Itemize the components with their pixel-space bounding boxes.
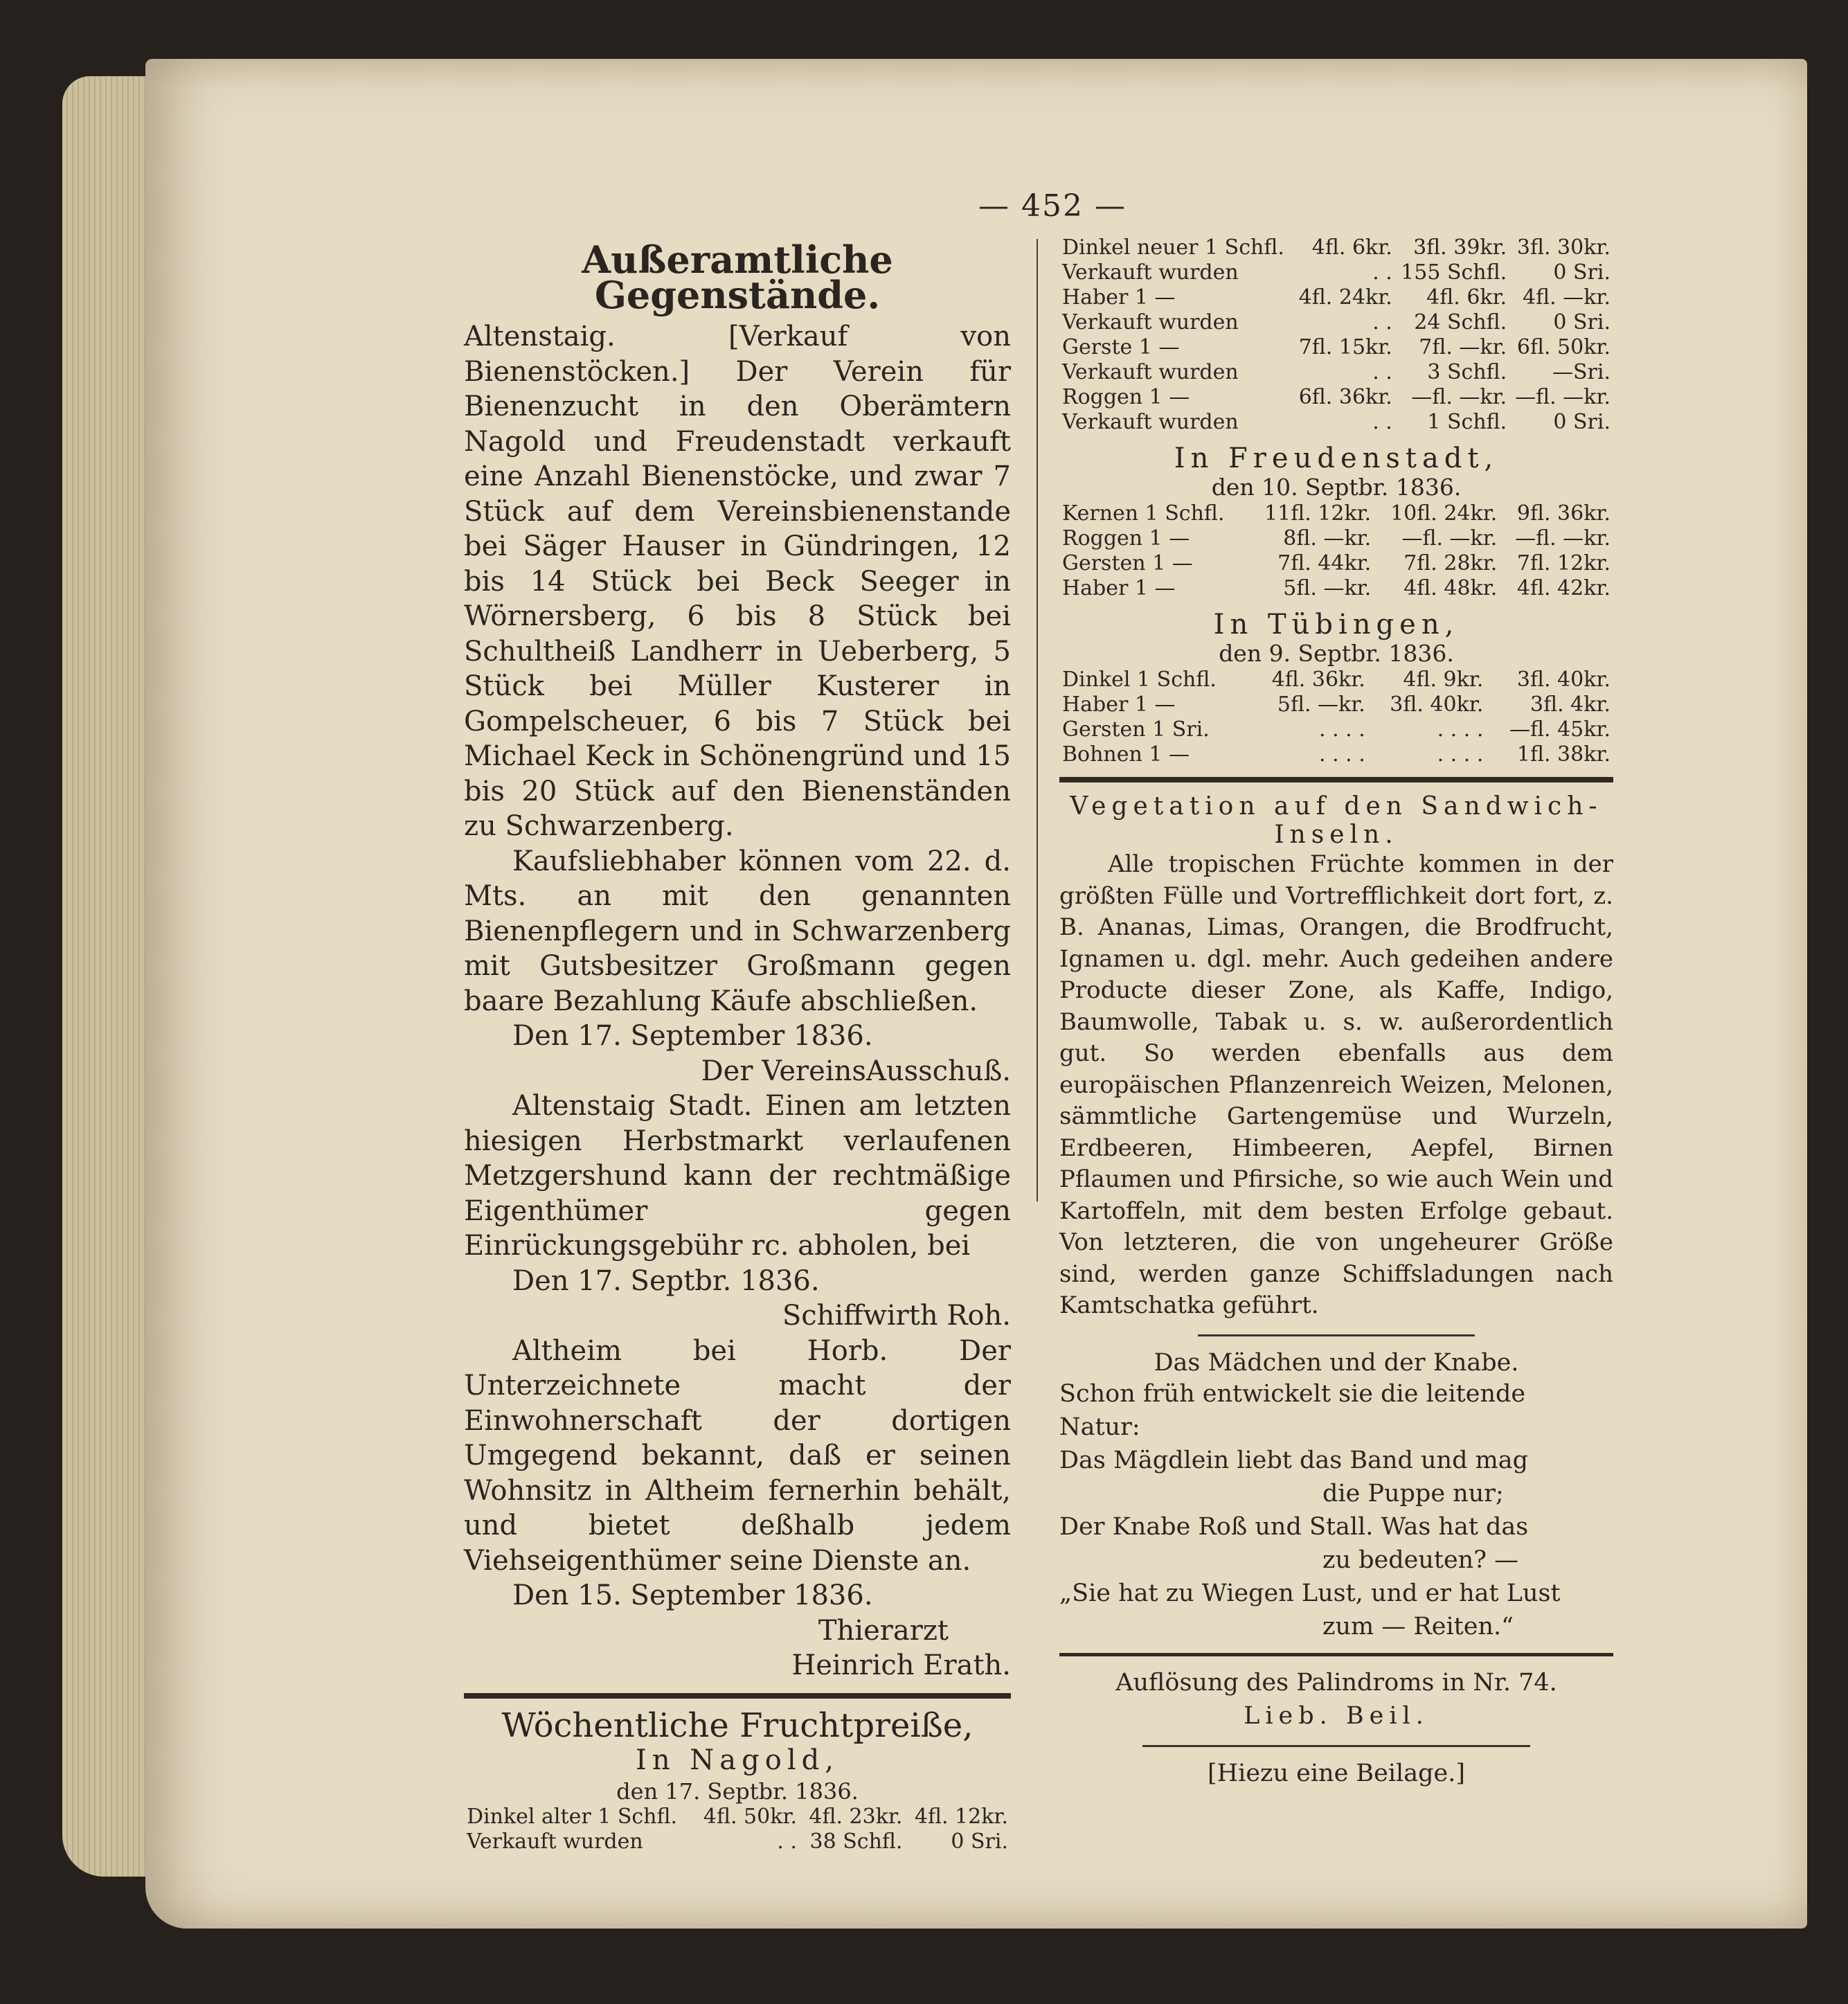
- table-cell: 3fl. 4kr.: [1529, 692, 1611, 717]
- freudenstadt-date: den 10. Septbr. 1836.: [1211, 474, 1462, 501]
- table-cell: Gersten 1 —: [1062, 551, 1193, 575]
- table-cell: 5fl. —kr.: [1283, 576, 1372, 600]
- poem-title: Das Mädchen und der Knabe.: [1154, 1348, 1519, 1377]
- table-cell: 4fl. 6kr.: [1311, 235, 1392, 260]
- table-row: [1059, 285, 1613, 310]
- left-column: [464, 235, 1011, 1854]
- table-cell: —Sri.: [1552, 360, 1611, 384]
- table-cell: 6fl. 50kr.: [1516, 335, 1611, 359]
- table-cell: 1 Schfl.: [1427, 410, 1507, 434]
- notice-beehives-buyers: Kaufsliebhaber können vom 22. d. Mts. an mit den genannten Bienenpflegern und in Schwarzenberg mit Gutsbesitzer Großmann gegen baare Bezahlung Käufe abschließen.: [464, 845, 1011, 1017]
- table-row: [1059, 385, 1613, 410]
- notice-signature-2: Schiffwirth Roh.: [782, 1300, 1011, 1332]
- tuebingen-title: In Tübingen,: [1213, 609, 1460, 641]
- notice-veterinarian: Altheim bei Horb. Der Unterzeichnete macht der Einwohnerschaft der dortigen Umgegend bekannt, daß er seinen Wohnsitz in Altheim fernerhin behält, und bietet deßhalb jedem Viehseigenthümer seine Dienste an.: [464, 1334, 1011, 1577]
- table-row: [1059, 360, 1613, 385]
- table-cell: . . . .: [1319, 742, 1365, 767]
- table-cell: . . . .: [1437, 717, 1484, 742]
- notice-date-1: Den 17. September 1836.: [512, 1020, 873, 1052]
- table-cell: 7fl. 15kr.: [1298, 335, 1392, 359]
- table-cell: Roggen 1 —: [1062, 526, 1190, 551]
- poem: [1059, 1377, 1613, 1643]
- table-cell: 0 Sri.: [1553, 410, 1611, 434]
- right-column: [1059, 235, 1613, 1788]
- notice-beehives: Altenstaig. [Verkauf von Bienenstöcken.] Der Verein für Bienenzucht in den Oberämtern Nagold und Freudenstadt verkauft eine Anzahl Bienenstöcke, und zwar 7 Stück auf dem Vereinsbienenstande bei Säger Hauser in Gündringen, 12 bis 14 Stück bei Beck Seeger in Wörnersberg, 6 bis 8 Stück bei Schultheiß Landherr in Ueberberg, 5 Stück bei Müller Kusterer in Gompelscheuer, 6 bis 7 Stück bei Michael Keck in Schönengründ und 15 bis 20 Stück auf den Bienenständen zu Schwarzenberg.: [464, 321, 1011, 842]
- table-cell: Verkauft wurden: [1062, 410, 1239, 434]
- nagold-price-table-start: [464, 1805, 1011, 1854]
- table-cell: 8fl. —kr.: [1283, 526, 1372, 551]
- poem-line: zum — Reiten.“: [1322, 1612, 1514, 1640]
- table-cell: . .: [1372, 310, 1392, 334]
- table-cell: 4fl. 6kr.: [1426, 285, 1507, 310]
- table-cell: . .: [1372, 360, 1392, 384]
- supplement-note: [Hiezu eine Beilage.]: [1207, 1759, 1466, 1787]
- palindrome-answer: Lieb. Beil.: [1244, 1701, 1429, 1730]
- section-rule: [1059, 1653, 1613, 1656]
- tuebingen-date: den 9. Septbr. 1836.: [1219, 640, 1454, 667]
- table-cell: 9fl. 36kr.: [1516, 501, 1611, 526]
- notice-signature-3-name: Heinrich Erath.: [791, 1649, 1011, 1681]
- table-cell: 155 Schfl.: [1401, 260, 1507, 285]
- table-cell: —fl. —kr.: [1515, 385, 1611, 409]
- table-cell: 4fl. —kr.: [1523, 285, 1611, 310]
- page-number: — 452 —: [978, 188, 1127, 224]
- table-cell: Roggen 1 —: [1062, 385, 1190, 409]
- nagold-price-table-cont: [1059, 235, 1613, 435]
- table-cell: Dinkel neuer 1 Schfl.: [1062, 235, 1284, 260]
- section-rule: [1059, 777, 1613, 782]
- table-cell: 4fl. 12kr.: [914, 1804, 1008, 1829]
- table-cell: 3 Schfl.: [1427, 360, 1507, 384]
- poem-line: zu bedeuten? —: [1322, 1546, 1519, 1574]
- table-cell: 11fl. 12kr.: [1264, 501, 1372, 526]
- table-cell: . .: [1372, 410, 1392, 434]
- table-cell: 3fl. 30kr.: [1516, 235, 1611, 260]
- table-row: [1059, 692, 1613, 717]
- table-cell: 4fl. 48kr.: [1403, 576, 1498, 600]
- poem-line: „Sie hat zu Wiegen Lust, und er hat Lust: [1059, 1579, 1561, 1607]
- notice-dog: Altenstaig Stadt. Einen am letzten hiesigen Herbstmarkt verlaufenen Metzgershund kann der rechtmäßige Eigenthümer gegen Einrückungsgebühr rc. abholen, bei: [464, 1090, 1011, 1262]
- table-cell: 0 Sri.: [951, 1829, 1008, 1854]
- section-heading: Außeramtliche Gegenstände.: [582, 238, 893, 317]
- table-cell: Verkauft wurden: [1062, 360, 1239, 384]
- table-cell: Dinkel alter 1 Schfl.: [467, 1804, 678, 1829]
- table-row: [1059, 410, 1613, 435]
- nagold-date: den 17. Septbr. 1836.: [616, 1778, 859, 1805]
- table-cell: 6fl. 36kr.: [1298, 385, 1392, 409]
- table-cell: 4fl. 50kr.: [703, 1804, 797, 1829]
- vegetation-text: Alle tropischen Früchte kommen in der größten Fülle und Vortrefflichkeit dort fort, z. B. Ananas, Limas, Orangen, die Brodfrucht, Ignamen u. dgl. mehr. Auch gedeihen andere Producte dieser Zone, als Kaffe, Indigo, Baumwolle, Tabak u. s. w. außerordentlich gut. So werden ebenfalls aus dem europäischen Pflanzenreich Weizen, Melonen, sämmtliche Gartengemüse und Wurzeln, Erdbeeren, Himbeeren, Aepfel, Birnen Pflaumen und Pfirsiche, so wie auch Wein und Kartoffeln, mit dem besten Erfolge gebaut. Von letzteren, die von ungeheurer Größe sind, werden ganze Schiffsladungen nach Kamtschatka geführt.: [1059, 850, 1613, 1319]
- table-cell: 24 Schfl.: [1414, 310, 1507, 334]
- vegetation-title: Vegetation auf den Sandwich-Inseln.: [1070, 792, 1603, 849]
- table-row: [464, 1829, 1011, 1854]
- table-row: [1059, 742, 1613, 767]
- table-cell: Haber 1 —: [1062, 692, 1176, 717]
- table-row: [1059, 551, 1613, 576]
- prices-heading: Wöchentliche Fruchtpreiße,: [501, 1706, 974, 1745]
- table-cell: Gersten 1 Sri.: [1062, 717, 1210, 742]
- table-cell: Kernen 1 Schfl.: [1062, 501, 1225, 526]
- table-cell: 1fl. 38kr.: [1516, 742, 1611, 767]
- table-cell: 4fl. 23kr.: [809, 1804, 903, 1829]
- table-cell: 5fl. —kr.: [1277, 692, 1365, 717]
- table-cell: —fl. —kr.: [1515, 526, 1611, 551]
- poem-line: Das Mägdlein liebt das Band und mag: [1059, 1446, 1529, 1474]
- table-cell: . .: [1372, 260, 1392, 285]
- table-cell: 0 Sri.: [1553, 260, 1611, 285]
- poem-line: die Puppe nur;: [1322, 1479, 1504, 1508]
- poem-line: Schon früh entwickelt sie die leitende Natur:: [1059, 1379, 1526, 1441]
- table-cell: Verkauft wurden: [1062, 310, 1239, 334]
- table-cell: . .: [777, 1829, 797, 1854]
- table-cell: Verkauft wurden: [1062, 260, 1239, 285]
- freudenstadt-price-table: [1059, 501, 1613, 601]
- table-cell: 38 Schfl.: [809, 1829, 903, 1854]
- table-cell: . . . .: [1437, 742, 1484, 767]
- table-row: [464, 1805, 1011, 1829]
- table-cell: Verkauft wurden: [467, 1829, 643, 1854]
- notice-signature-1: Der VereinsAusschuß.: [701, 1055, 1011, 1087]
- table-cell: Dinkel 1 Schfl.: [1062, 668, 1217, 692]
- table-row: [1059, 335, 1613, 360]
- table-cell: 3fl. 40kr.: [1516, 668, 1611, 692]
- poem-line: Der Knabe Roß und Stall. Was hat das: [1059, 1512, 1529, 1541]
- table-cell: 7fl. 28kr.: [1403, 551, 1498, 575]
- table-cell: 7fl. 44kr.: [1277, 551, 1372, 575]
- table-row: [1059, 576, 1613, 601]
- table-row: [1059, 668, 1613, 692]
- table-row: [1059, 235, 1613, 260]
- table-cell: . . . .: [1319, 717, 1365, 742]
- table-cell: 7fl. 12kr.: [1516, 551, 1611, 575]
- table-cell: —fl. —kr.: [1401, 526, 1498, 551]
- table-row: [1059, 717, 1613, 742]
- palindrome-solution: Auflösung des Palindroms in Nr. 74.: [1115, 1668, 1557, 1697]
- table-cell: 7fl. —kr.: [1419, 335, 1507, 359]
- column-divider: [1037, 239, 1038, 1201]
- table-cell: 10fl. 24kr.: [1390, 501, 1498, 526]
- table-cell: 4fl. 24kr.: [1298, 285, 1392, 310]
- table-cell: Bohnen 1 —: [1062, 742, 1190, 767]
- divider: [1142, 1745, 1530, 1747]
- nagold-title: In Nagold,: [636, 1744, 839, 1776]
- table-cell: 4fl. 9kr.: [1403, 668, 1484, 692]
- table-cell: 0 Sri.: [1553, 310, 1611, 334]
- table-cell: 4fl. 36kr.: [1271, 668, 1365, 692]
- table-cell: 3fl. 39kr.: [1413, 235, 1507, 260]
- tuebingen-price-table: [1059, 668, 1613, 767]
- table-cell: 3fl. 40kr.: [1390, 692, 1484, 717]
- notice-date-3: Den 15. September 1836.: [512, 1580, 873, 1611]
- table-cell: Haber 1 —: [1062, 576, 1176, 600]
- table-row: [1059, 260, 1613, 285]
- notice-date-2: Den 17. Septbr. 1836.: [512, 1264, 820, 1297]
- table-cell: —fl. 45kr.: [1509, 717, 1611, 742]
- table-cell: —fl. —kr.: [1411, 385, 1507, 409]
- table-row: [1059, 310, 1613, 335]
- section-rule: [464, 1693, 1011, 1699]
- table-row: [1059, 501, 1613, 526]
- table-row: [1059, 526, 1613, 551]
- table-cell: Gerste 1 —: [1062, 335, 1180, 359]
- table-cell: 4fl. 42kr.: [1516, 576, 1611, 600]
- table-cell: Haber 1 —: [1062, 285, 1176, 310]
- notice-signature-3-title: Thierarzt: [818, 1614, 949, 1647]
- freudenstadt-title: In Freudenstadt,: [1174, 442, 1499, 474]
- divider: [1198, 1334, 1475, 1336]
